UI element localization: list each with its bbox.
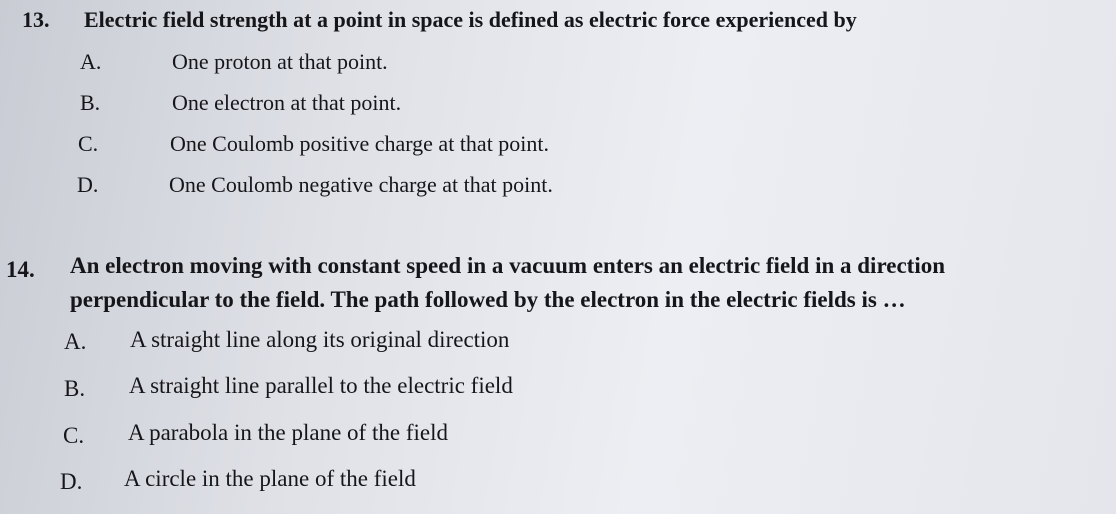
- question-number: 14.: [6, 257, 35, 282]
- option-b-text: A straight line parallel to the electric field: [129, 373, 513, 398]
- option-c-letter: C.: [78, 131, 99, 156]
- option-c-letter: C.: [63, 423, 85, 448]
- question-text: Electric field strength at a point in space is defined as electric force experienced by: [84, 7, 857, 32]
- question-number: 13.: [22, 7, 50, 32]
- option-d-text: One Coulomb negative charge at that point.: [169, 172, 553, 197]
- question-text-line-1: An electron moving with constant speed in a vacuum enters an electric field in a direction: [70, 253, 945, 278]
- option-b-text: One electron at that point.: [172, 90, 402, 115]
- option-a-letter: A.: [80, 49, 102, 74]
- option-a-letter: A.: [64, 329, 87, 354]
- option-b-letter: B.: [64, 376, 86, 401]
- question-text-line-2: perpendicular to the field. The path followed by the electron in the electric fields is …: [70, 287, 906, 312]
- option-d-text: A circle in the plane of the field: [124, 466, 416, 491]
- option-c-text: One Coulomb positive charge at that point.: [170, 131, 550, 156]
- option-c-text: A parabola in the plane of the field: [128, 420, 448, 445]
- option-d-letter: D.: [77, 172, 99, 197]
- option-a-text: A straight line along its original direction: [130, 327, 510, 352]
- option-d-letter: D.: [60, 469, 83, 494]
- option-b-letter: B.: [80, 90, 101, 115]
- option-a-text: One proton at that point.: [172, 49, 388, 74]
